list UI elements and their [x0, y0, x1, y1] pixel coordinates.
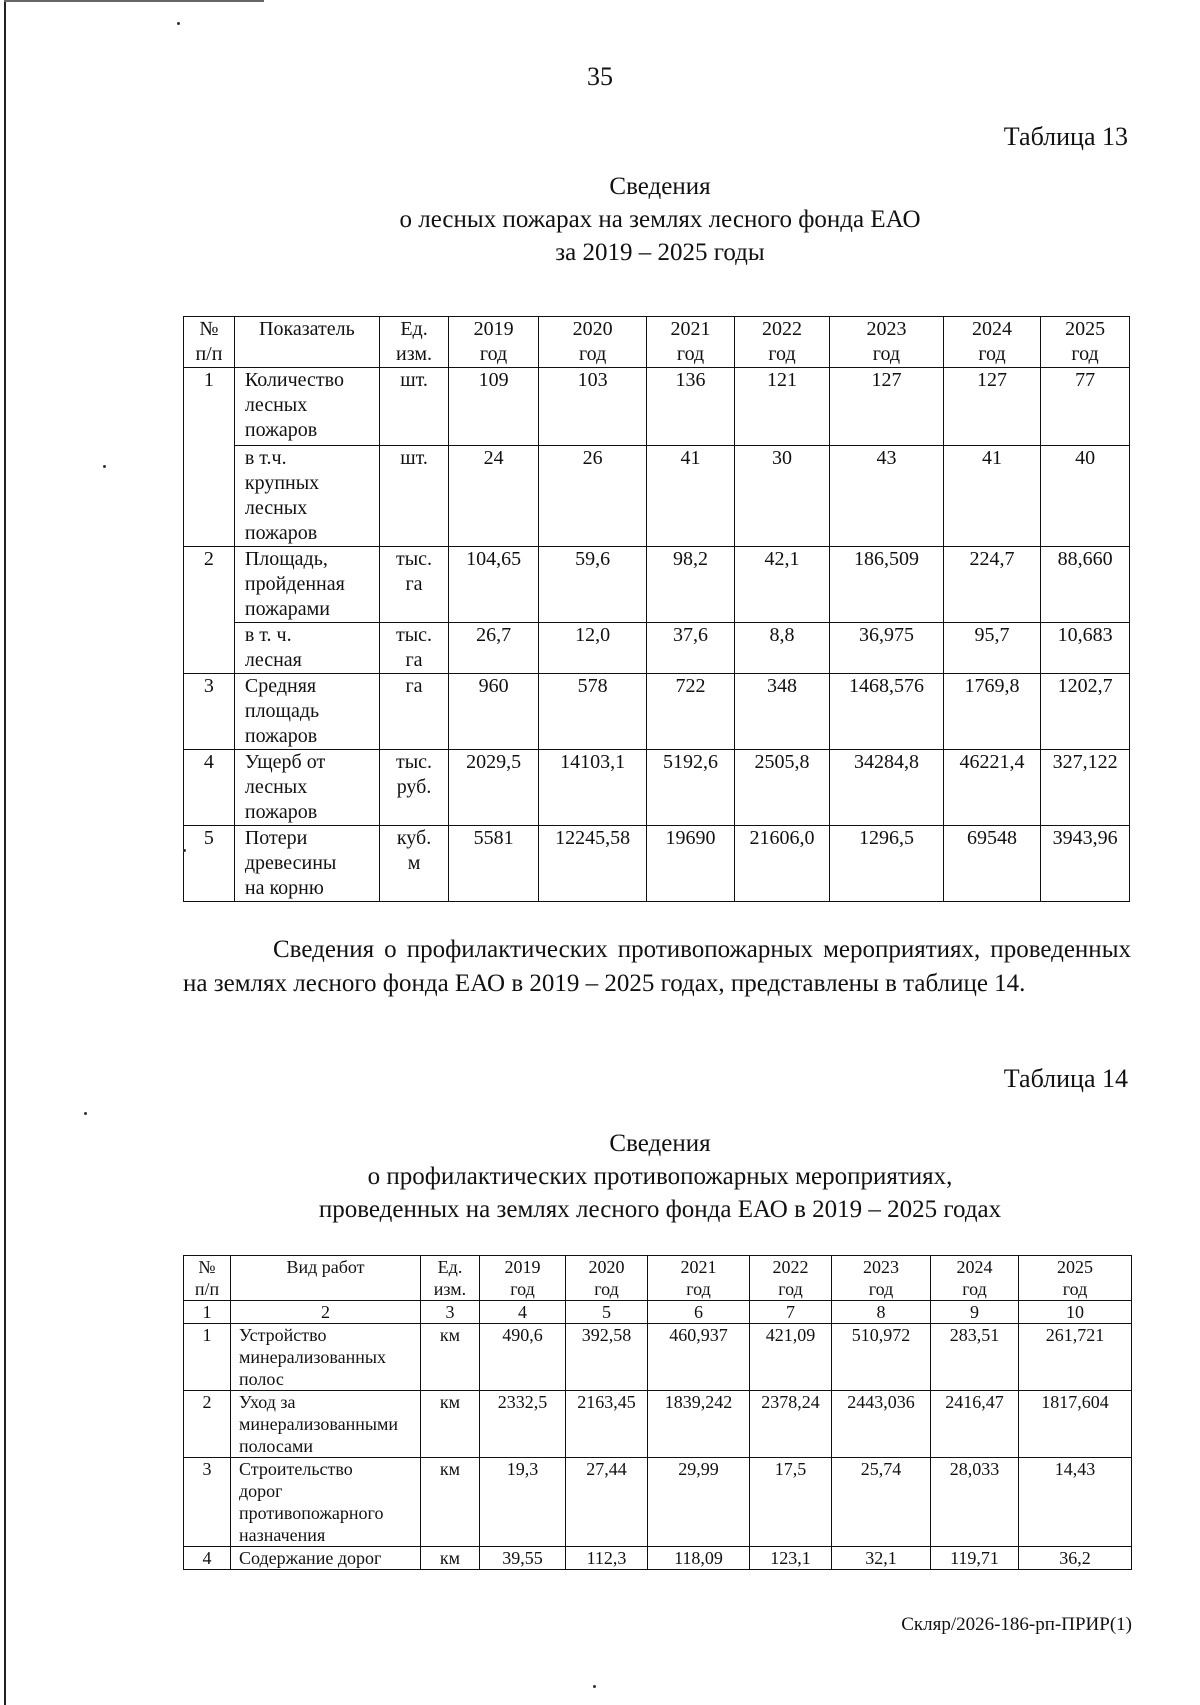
value-cell: 186,509 — [830, 547, 944, 623]
header-year — [943, 317, 1040, 368]
value-cell: 2443,036 — [832, 1391, 931, 1458]
value-cell: 29,99 — [648, 1458, 750, 1547]
table-14-heading-line: проведенных на землях лесного фонда ЕАО в 2019 – 2025 годах — [318, 1196, 1002, 1223]
forest-fires-table — [183, 316, 1130, 902]
value-cell: 24 — [449, 446, 539, 547]
value-cell: 21606,0 — [734, 826, 829, 902]
header-year-line: 2019 — [504, 1257, 541, 1277]
value-cell: 34284,8 — [830, 750, 944, 826]
scan-speck — [593, 1685, 596, 1688]
row-number: 2 — [184, 547, 235, 674]
column-number: 4 — [480, 1301, 566, 1324]
unit-cell — [379, 547, 448, 623]
work-cell — [231, 1547, 421, 1570]
table-row — [184, 674, 1130, 750]
value-cell: 283,51 — [931, 1324, 1019, 1391]
value-cell: 490,6 — [480, 1324, 566, 1391]
header-year-line: год — [1062, 1279, 1088, 1299]
header-year-line: 2021 — [670, 318, 711, 340]
header-year — [931, 1256, 1019, 1301]
table-13-heading-line: о лесных пожарах на землях лесного фонда ЕАО — [399, 206, 921, 233]
value-cell: 95,7 — [943, 623, 1040, 674]
value-cell: 261,721 — [1019, 1324, 1132, 1391]
column-number: 3 — [421, 1301, 480, 1324]
table-13-label: Таблица 13 — [1003, 122, 1128, 151]
row-number: 5 — [184, 826, 235, 902]
header-num — [184, 1256, 231, 1301]
header-year-line: 2022 — [772, 1257, 809, 1277]
work-cell-line: назначения — [239, 1525, 326, 1545]
indicator-cell — [234, 368, 379, 446]
header-num-line: № — [198, 1257, 216, 1277]
scan-speck — [183, 849, 186, 852]
unit-cell-line: га — [405, 649, 423, 671]
header-year-line: год — [510, 1279, 535, 1299]
header-num — [184, 317, 235, 368]
value-cell: 460,937 — [648, 1324, 750, 1391]
indicator-cell-line: лесных — [244, 497, 308, 519]
work-cell-line: минерализованными — [239, 1414, 399, 1434]
indicator-cell-line: лесная — [244, 649, 302, 671]
header-year-line: год — [578, 343, 607, 365]
value-cell: 88,660 — [1041, 547, 1130, 623]
column-number: 5 — [566, 1301, 648, 1324]
work-cell-line: противопожарного — [239, 1503, 384, 1523]
header-year — [449, 317, 539, 368]
work-cell-line: дорог — [239, 1481, 283, 1501]
value-cell: 127 — [943, 368, 1040, 446]
value-cell: 127 — [830, 368, 944, 446]
header-year-line: 2023 — [863, 1257, 899, 1277]
work-cell-line: Строительство — [239, 1459, 353, 1479]
header-year-line: год — [479, 343, 508, 365]
indicator-cell-line: крупных — [244, 472, 320, 494]
value-cell: 12,0 — [538, 623, 646, 674]
page-number: 35 — [587, 62, 613, 91]
scan-speck — [103, 465, 106, 468]
header-year — [538, 317, 646, 368]
indicator-cell-line: Ущерб от — [244, 751, 326, 773]
indicator-cell-line: пожарами — [244, 598, 330, 620]
header-work: Вид работ — [231, 1256, 421, 1301]
indicator-cell-line: древесины — [244, 852, 337, 874]
scan-speck — [84, 1112, 87, 1115]
indicator-cell — [234, 826, 379, 902]
work-cell-line: полос — [239, 1369, 284, 1389]
value-cell: 136 — [647, 368, 735, 446]
value-cell: 14,43 — [1019, 1458, 1132, 1547]
indicator-cell-line: площадь — [244, 700, 320, 722]
indicator-cell-line: лесных — [244, 394, 308, 416]
column-number: 6 — [648, 1301, 750, 1324]
header-year-line: год — [686, 1279, 711, 1299]
value-cell: 1839,242 — [648, 1391, 750, 1458]
header-num-line: п/п — [195, 343, 223, 365]
header-num-line: № — [199, 318, 219, 340]
unit-cell-line: тыс. — [395, 548, 433, 570]
table-13-heading-line: за 2019 – 2025 годы — [555, 239, 765, 266]
unit-cell-line: тыс. — [395, 751, 433, 773]
unit-cell-line: куб. — [396, 827, 432, 849]
row-number: 3 — [184, 674, 235, 750]
header-year-line: год — [594, 1279, 619, 1299]
indicator-cell — [234, 446, 379, 547]
value-cell: 12245,58 — [538, 826, 646, 902]
unit-cell: км — [421, 1391, 480, 1458]
header-year-line: 2021 — [680, 1257, 717, 1277]
unit-cell-line: м — [407, 852, 421, 874]
row-number: 1 — [184, 1324, 231, 1391]
header-year-line: 2025 — [1065, 318, 1106, 340]
work-cell-line: полосами — [239, 1436, 314, 1456]
column-number: 2 — [231, 1301, 421, 1324]
row-number: 2 — [184, 1391, 231, 1458]
table-row — [184, 1324, 1132, 1391]
work-cell — [231, 1324, 421, 1391]
value-cell: 2332,5 — [480, 1391, 566, 1458]
unit-cell — [379, 674, 448, 750]
table-row — [184, 1458, 1132, 1547]
row-number: 4 — [184, 750, 235, 826]
header-year-line: год — [1071, 343, 1099, 365]
header-indicator: Показатель — [234, 317, 379, 368]
header-unit-line: Ед. — [437, 1257, 463, 1277]
work-cell-line: Содержание дорог — [239, 1548, 382, 1568]
work-cell — [231, 1391, 421, 1458]
indicator-cell-line: пожаров — [244, 725, 318, 747]
value-cell: 1817,604 — [1019, 1391, 1132, 1458]
value-cell: 77 — [1041, 368, 1130, 446]
value-cell: 46221,4 — [943, 750, 1040, 826]
work-cell-line: минерализованных — [239, 1347, 387, 1367]
indicator-cell — [234, 674, 379, 750]
indicator-cell-line: Потери — [244, 827, 308, 849]
value-cell: 5192,6 — [647, 750, 735, 826]
table-13-heading-line: Сведения — [609, 173, 711, 200]
header-year-line: год — [978, 343, 1006, 365]
table-row — [184, 1391, 1132, 1458]
table-row — [184, 368, 1130, 446]
row-number: 1 — [184, 368, 235, 547]
table-row — [184, 446, 1130, 547]
value-cell: 14103,1 — [538, 750, 646, 826]
value-cell: 348 — [734, 674, 829, 750]
value-cell: 10,683 — [1041, 623, 1130, 674]
table-row — [184, 826, 1130, 902]
value-cell: 510,972 — [832, 1324, 931, 1391]
header-year-line: 2020 — [588, 1257, 625, 1277]
header-num-line: п/п — [194, 1279, 220, 1299]
value-cell: 118,09 — [648, 1547, 750, 1570]
paragraph-text: Сведения о профилактических противопожарных мероприятиях, проведенных на землях лесного фонда ЕАО в 2019 – 2025 годах, представлены в таблице 14. — [183, 936, 1131, 997]
unit-cell: км — [421, 1324, 480, 1391]
table-14-heading — [120, 1127, 1200, 1226]
value-cell: 28,033 — [931, 1458, 1019, 1547]
unit-cell: км — [421, 1458, 480, 1547]
indicator-cell — [234, 547, 379, 623]
value-cell: 41 — [943, 446, 1040, 547]
value-cell: 2505,8 — [734, 750, 829, 826]
header-year — [832, 1256, 931, 1301]
header-year-line: 2025 — [1057, 1257, 1093, 1277]
value-cell: 722 — [647, 674, 735, 750]
header-unit-line: изм. — [433, 1279, 467, 1299]
indicator-cell-line: пожаров — [244, 419, 318, 441]
fire-prevention-table — [183, 1255, 1132, 1570]
header-year-line: год — [778, 1279, 803, 1299]
value-cell: 25,74 — [832, 1458, 931, 1547]
unit-cell-line: руб. — [396, 776, 432, 798]
table-14-heading-line: о профилактических противопожарных мероприятиях, — [367, 1163, 953, 1190]
table-row — [184, 547, 1130, 623]
header-year — [830, 317, 944, 368]
column-number: 8 — [832, 1301, 931, 1324]
unit-cell-line: га — [405, 573, 423, 595]
indicator-cell — [234, 623, 379, 674]
header-unit — [379, 317, 448, 368]
indicator-cell-line: Количество — [244, 369, 344, 391]
value-cell: 26,7 — [449, 623, 539, 674]
header-year-line: год — [868, 1279, 894, 1299]
scan-speck — [177, 22, 180, 25]
unit-cell-line: тыс. — [395, 624, 433, 646]
value-cell: 1296,5 — [830, 826, 944, 902]
value-cell: 224,7 — [943, 547, 1040, 623]
indicator-cell-line: пройденная — [244, 573, 345, 595]
value-cell: 109 — [449, 368, 539, 446]
unit-cell-line: га — [405, 675, 423, 697]
table-row — [184, 623, 1130, 674]
work-cell — [231, 1458, 421, 1547]
indicator-cell-line: Площадь, — [244, 548, 328, 570]
value-cell: 3943,96 — [1041, 826, 1130, 902]
row-number: 3 — [184, 1458, 231, 1547]
header-year-line: год — [962, 1279, 987, 1299]
indicator-cell-line: в т. ч. — [244, 624, 292, 646]
header-year — [1019, 1256, 1132, 1301]
value-cell: 30 — [734, 446, 829, 547]
scan-edge-top — [4, 0, 264, 2]
unit-cell — [379, 368, 448, 446]
value-cell: 8,8 — [734, 623, 829, 674]
header-year-line: год — [768, 343, 796, 365]
document-reference: Скляр/2026-186-рп-ПРИР(1) — [901, 1614, 1132, 1635]
header-year-line: 2019 — [473, 318, 514, 340]
header-unit-line: Ед. — [400, 318, 428, 340]
value-cell: 2029,5 — [449, 750, 539, 826]
table-13-header-row — [184, 317, 1130, 368]
value-cell: 39,55 — [480, 1547, 566, 1570]
value-cell: 19690 — [647, 826, 735, 902]
value-cell: 2416,47 — [931, 1391, 1019, 1458]
header-year-line: 2023 — [866, 318, 907, 340]
value-cell: 1468,576 — [830, 674, 944, 750]
value-cell: 40 — [1041, 446, 1130, 547]
table-14-heading-line: Сведения — [609, 1130, 711, 1157]
value-cell: 112,3 — [566, 1547, 648, 1570]
value-cell: 103 — [538, 368, 646, 446]
header-year — [647, 317, 735, 368]
header-year-line: 2022 — [762, 318, 802, 340]
column-number: 10 — [1019, 1301, 1132, 1324]
value-cell: 27,44 — [566, 1458, 648, 1547]
header-year-line: год — [872, 343, 901, 365]
value-cell: 98,2 — [647, 547, 735, 623]
table-13-heading — [120, 170, 1200, 269]
value-cell: 121 — [734, 368, 829, 446]
table-14-label: Таблица 14 — [1003, 1064, 1128, 1093]
value-cell: 1769,8 — [943, 674, 1040, 750]
unit-cell — [379, 750, 448, 826]
value-cell: 36,975 — [830, 623, 944, 674]
row-number: 4 — [184, 1547, 231, 1570]
value-cell: 26 — [538, 446, 646, 547]
header-year — [480, 1256, 566, 1301]
value-cell: 960 — [449, 674, 539, 750]
unit-cell-line: шт. — [400, 447, 428, 469]
value-cell: 43 — [830, 446, 944, 547]
value-cell: 1202,7 — [1041, 674, 1130, 750]
indicator-cell-line: пожаров — [244, 801, 318, 823]
table-14-header-row — [184, 1256, 1132, 1301]
unit-cell — [379, 446, 448, 547]
value-cell: 578 — [538, 674, 646, 750]
value-cell: 36,2 — [1019, 1547, 1132, 1570]
column-number: 9 — [931, 1301, 1019, 1324]
unit-cell — [379, 826, 448, 902]
value-cell: 327,122 — [1041, 750, 1130, 826]
header-year — [1041, 317, 1130, 368]
value-cell: 32,1 — [832, 1547, 931, 1570]
value-cell: 392,58 — [566, 1324, 648, 1391]
header-year — [750, 1256, 832, 1301]
table-row — [184, 750, 1130, 826]
column-number: 7 — [750, 1301, 832, 1324]
value-cell: 5581 — [449, 826, 539, 902]
unit-cell-line: шт. — [400, 369, 428, 391]
value-cell: 119,71 — [931, 1547, 1019, 1570]
header-year — [648, 1256, 750, 1301]
value-cell: 42,1 — [734, 547, 829, 623]
header-year — [566, 1256, 648, 1301]
value-cell: 37,6 — [647, 623, 735, 674]
header-year — [734, 317, 829, 368]
indicator-cell-line: Средняя — [244, 675, 317, 697]
header-year-line: год — [676, 343, 705, 365]
header-year-line: 2024 — [956, 1257, 993, 1277]
scan-edge — [4, 0, 6, 1705]
value-cell: 17,5 — [750, 1458, 832, 1547]
value-cell: 41 — [647, 446, 735, 547]
value-cell: 59,6 — [538, 547, 646, 623]
value-cell: 69548 — [943, 826, 1040, 902]
indicator-cell-line: лесных — [244, 776, 308, 798]
value-cell: 104,65 — [449, 547, 539, 623]
table-row — [184, 1547, 1132, 1570]
indicator-cell-line: в т.ч. — [244, 447, 287, 469]
work-cell-line: Устройство — [239, 1325, 327, 1345]
indicator-cell — [234, 750, 379, 826]
unit-cell — [379, 623, 448, 674]
value-cell: 2378,24 — [750, 1391, 832, 1458]
value-cell: 19,3 — [480, 1458, 566, 1547]
header-unit-line: изм. — [396, 343, 433, 365]
header-year-line: 2020 — [572, 318, 613, 340]
unit-cell: км — [421, 1547, 480, 1570]
work-cell-line: Уход за — [239, 1392, 296, 1412]
indicator-cell-line: на корню — [244, 877, 324, 899]
header-year-line: 2024 — [971, 318, 1012, 340]
value-cell: 123,1 — [750, 1547, 832, 1570]
column-numbers-row — [184, 1301, 1132, 1324]
value-cell: 2163,45 — [566, 1391, 648, 1458]
header-unit — [421, 1256, 480, 1301]
indicator-cell-line: пожаров — [244, 522, 318, 544]
value-cell: 421,09 — [750, 1324, 832, 1391]
column-number: 1 — [184, 1301, 231, 1324]
